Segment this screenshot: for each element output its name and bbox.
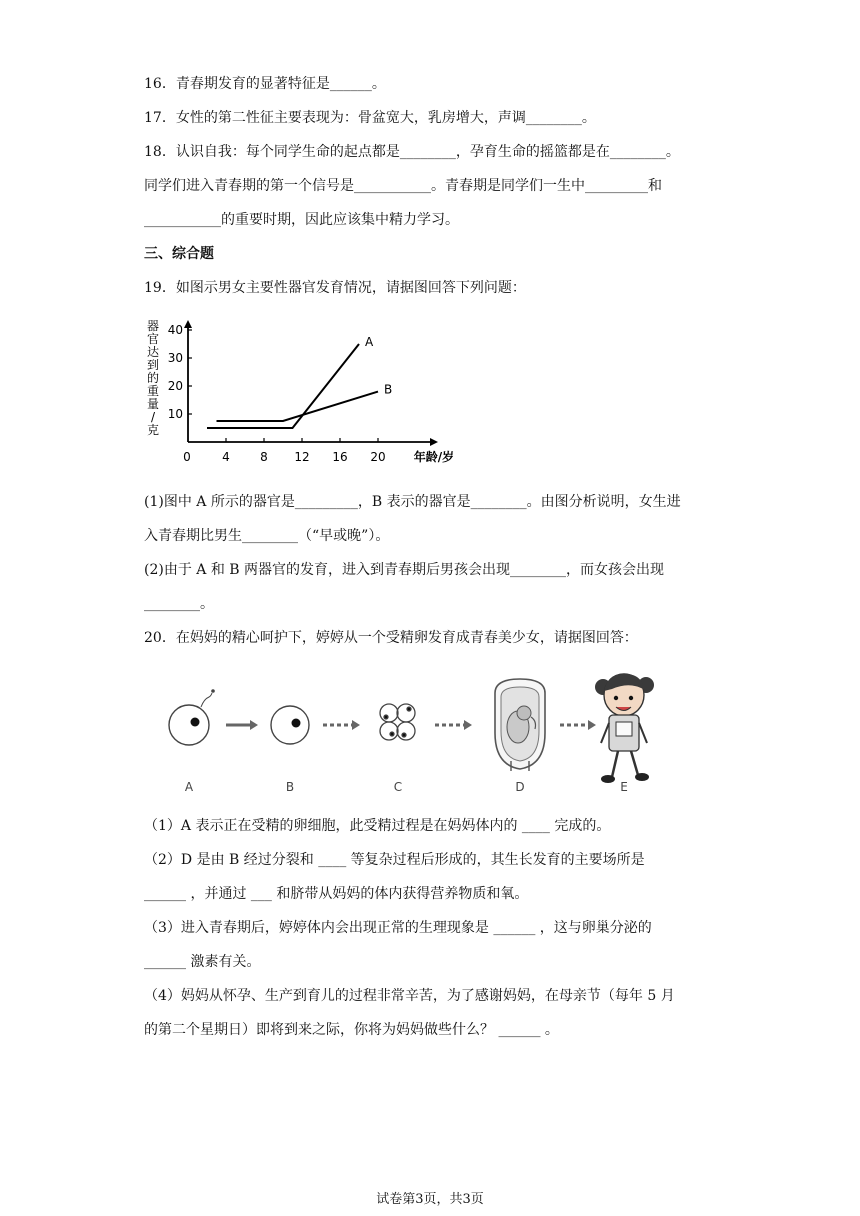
arrow-right-icon xyxy=(226,720,258,730)
series-line-b xyxy=(217,392,379,421)
y-axis-label-char: 官 xyxy=(146,332,160,346)
dashed-arrow-icon xyxy=(323,720,360,730)
question-20-3-line1: （3）进入青春期后，婷婷体内会出现正常的生理现象是 ______ ，这与卵巢分泌的 xyxy=(144,920,652,936)
stage-label-c: C xyxy=(393,780,403,794)
stage-label-e: E xyxy=(620,780,628,794)
question-16: 16．青春期发育的显著特征是______。 xyxy=(144,76,386,92)
girl-icon xyxy=(595,674,654,783)
stage-label-b: B xyxy=(285,780,295,794)
question-20-1: （1）A 表示正在受精的卵细胞，此受精过程是在妈妈体内的 ____ 完成的。 xyxy=(144,818,611,834)
y-axis-label-char: 量 xyxy=(146,397,160,411)
x-tick-label: 0 xyxy=(183,450,191,464)
y-axis-label-char: 克 xyxy=(146,423,160,437)
growth-chart xyxy=(140,318,480,480)
x-axis-arrow xyxy=(430,438,438,446)
question-20-intro: 20．在妈妈的精心呵护下，婷婷从一个受精卵发育成青春美少女，请据图回答： xyxy=(144,630,638,646)
section-title: 三、综合题 xyxy=(144,246,214,262)
dashed-arrow-icon xyxy=(560,720,596,730)
question-19-2-line1: (2)由于 A 和 B 两器官的发育，进入到青春期后男孩会出现________，而女孩会出现 xyxy=(144,562,665,578)
question-20-4-line2: 的第二个星期日）即将到来之际，你将为妈妈做些什么？ ______ 。 xyxy=(144,1022,559,1038)
fetus-in-uterus-icon xyxy=(495,679,545,771)
dashed-arrow-icon xyxy=(435,720,472,730)
x-tick-label: 12 xyxy=(294,450,310,464)
stage-label-d: D xyxy=(515,780,525,794)
y-axis-label-char: 器 xyxy=(146,319,160,333)
y-tick-label: 30 xyxy=(167,351,183,365)
stage-label-a: A xyxy=(184,780,194,794)
y-tick-label: 20 xyxy=(167,379,183,393)
y-tick-label: 10 xyxy=(167,407,183,421)
page-footer: 试卷第3页，共3页 xyxy=(376,1192,484,1207)
fertilized-egg-icon xyxy=(271,706,309,744)
development-diagram xyxy=(160,665,680,805)
question-19-1-line1: (1)图中 A 所示的器官是_________，B 表示的器官是________。由图分析说明，女生进 xyxy=(144,494,681,510)
question-18-line2: 同学们进入青春期的第一个信号是___________。青春期是同学们一生中_________和 xyxy=(144,178,662,194)
y-axis-label-char: 到 xyxy=(146,358,160,372)
y-axis-arrow xyxy=(184,320,192,328)
y-axis-label-char: / xyxy=(150,410,156,424)
series-line-a xyxy=(207,344,359,428)
question-18-line3: ___________的重要时期，因此应该集中精力学习。 xyxy=(144,212,459,228)
x-tick-label: 16 xyxy=(332,450,348,464)
x-tick-label: 8 xyxy=(260,450,268,464)
y-axis-label xyxy=(147,319,159,437)
x-tick-label: 4 xyxy=(222,450,230,464)
y-axis-label-char: 的 xyxy=(146,371,160,385)
egg-cell-icon xyxy=(169,689,215,745)
question-20-4-line1: （4）妈妈从怀孕、生产到育儿的过程非常辛苦，为了感谢妈妈，在母亲节（每年 5 月 xyxy=(144,988,675,1004)
question-18-line1: 18．认识自我：每个同学生命的起点都是________，孕育生命的摇篮都是在________。 xyxy=(144,144,680,160)
cell-division-icon xyxy=(380,704,415,740)
question-19-intro: 19．如图示男女主要性器官发育情况，请据图回答下列问题： xyxy=(144,280,526,296)
question-19-2-line2: ________。 xyxy=(144,596,214,612)
x-axis-label: 年龄/岁 xyxy=(413,450,455,464)
x-tick-label: 20 xyxy=(370,450,386,464)
question-20-2-line2: ______ ，并通过 ___ 和脐带从妈妈的体内获得营养物质和氧。 xyxy=(144,886,529,902)
series-label-a: A xyxy=(365,335,374,349)
question-20-3-line2: ______ 激素有关。 xyxy=(144,954,261,970)
question-19-1-line2: 入青春期比男生________（“早或晚”）。 xyxy=(144,528,390,544)
y-axis-label-char: 重 xyxy=(146,384,160,398)
y-axis-label-char: 达 xyxy=(146,345,160,359)
y-tick-label: 40 xyxy=(167,323,183,337)
series-label-b: B xyxy=(384,382,393,397)
question-17: 17．女性的第二性征主要表现为：骨盆宽大，乳房增大，声调________。 xyxy=(144,110,596,126)
question-20-2-line1: （2）D 是由 B 经过分裂和 ____ 等复杂过程后形成的，其生长发育的主要场所是 xyxy=(144,852,645,868)
